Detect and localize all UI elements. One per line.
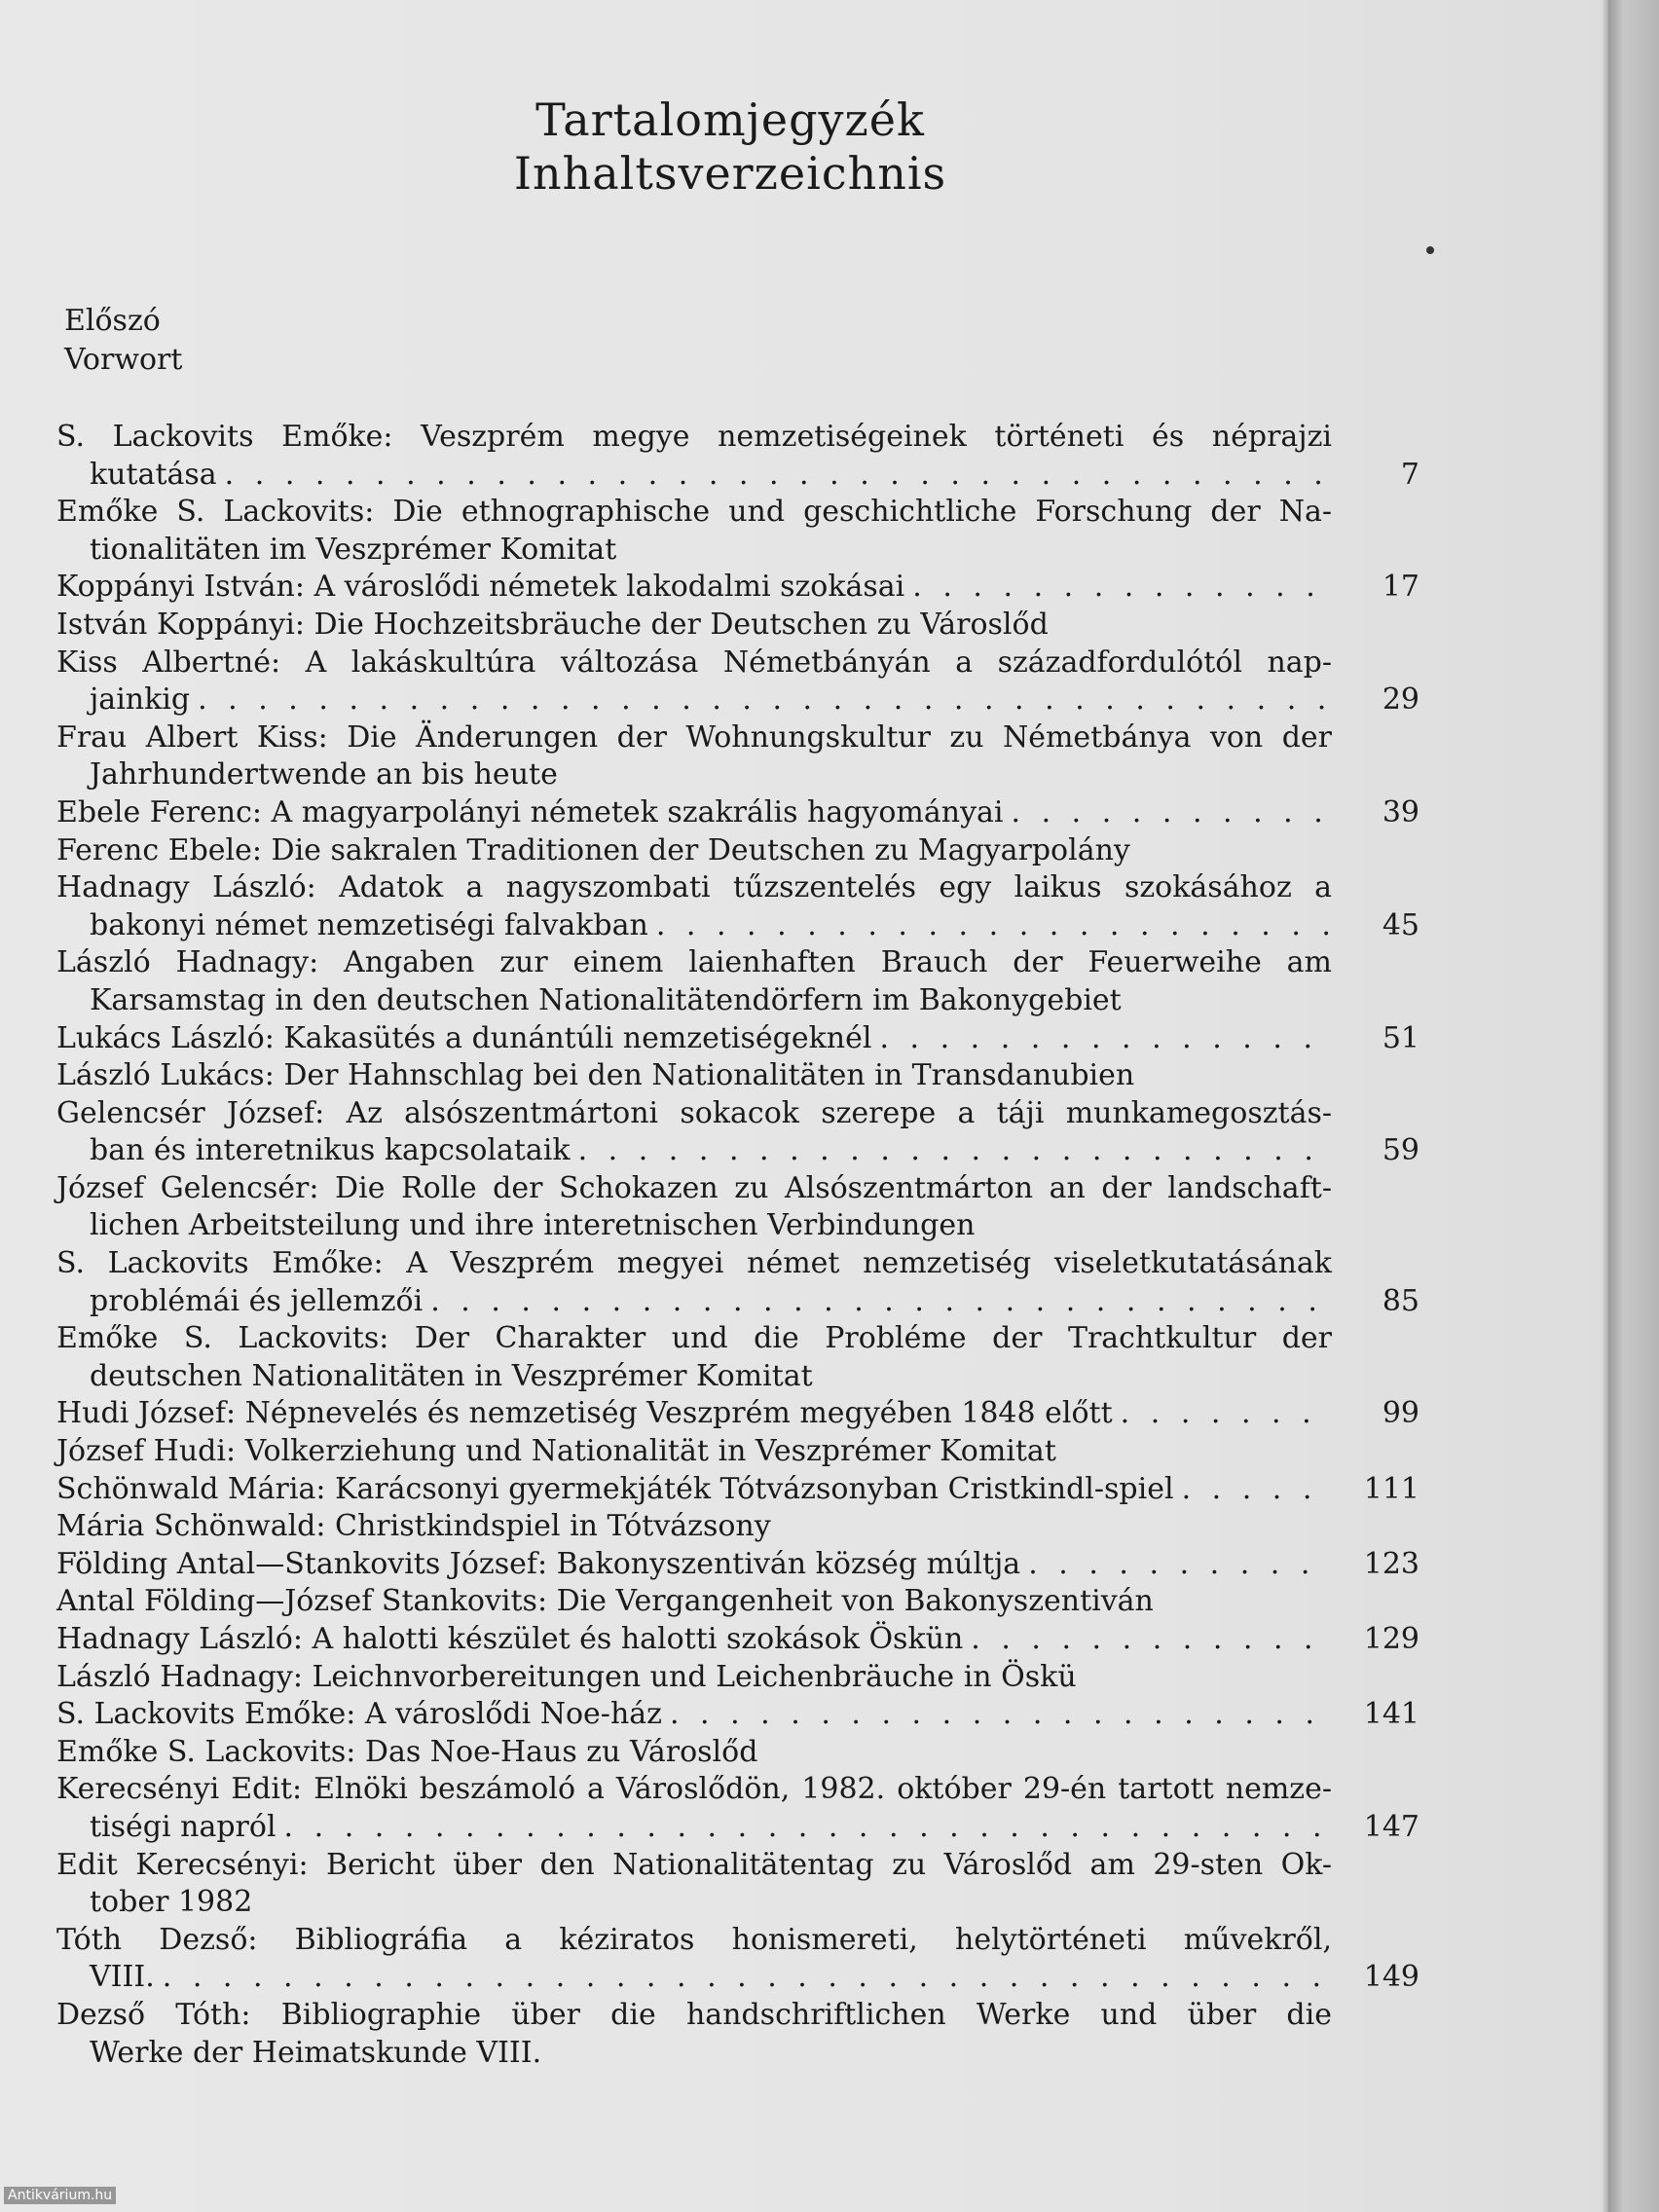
toc-entry-title-line: István Koppányi: Die Hochzeitsbräuche der Deutschen zu Városlőd (56, 607, 1049, 642)
toc-entry-title-continuation: lichen Arbeitsteilung und ihre interetnischen Verbindungen (90, 1208, 976, 1243)
toc-entry-title-line: S. Lackovits Emőke: Veszprém megye nemzetiségeinek történeti és néprajzi (56, 420, 1332, 454)
page-number: 45 (1382, 907, 1419, 942)
toc-entry-hungarian (56, 1095, 1419, 1170)
page-number: 123 (1363, 1546, 1419, 1581)
toc-entry-german (56, 1057, 1419, 1095)
leader-dots (879, 1020, 1332, 1058)
leader-dots (912, 569, 1332, 607)
leader-dots (1028, 1546, 1332, 1584)
page-number: 147 (1363, 1809, 1419, 1844)
leader-dots (971, 1621, 1332, 1659)
toc-entry-title-continuation: Werke der Heimatskunde VIII. (90, 2035, 542, 2070)
toc-entry-german (56, 1508, 1419, 1546)
toc-entry-title-line: József Hudi: Volkerziehung und Nationalität in Veszprémer Komitat (56, 1434, 1056, 1469)
toc-entry-title-continuation: deutschen Nationalitäten in Veszprémer Komitat (90, 1358, 813, 1393)
page-number: 59 (1382, 1133, 1419, 1168)
toc-entry-title-line: Tóth Dezső: Bibliográfia a kéziratos honismereti, helytörténeti művekről, (56, 1922, 1332, 1957)
toc-entry-title-continuation: Karsamstag in den deutschen Nationalitätendörfern im Bakonygebiet (90, 982, 1122, 1017)
watermark: Antikvárium.hu (4, 2187, 116, 2204)
toc-entry-title-line: Gelencsér József: Az alsószentmártoni sokacok szerepe a táji munkamegosztás- (56, 1095, 1332, 1130)
toc-entry-hungarian (56, 1471, 1419, 1509)
toc-entry-hungarian (56, 645, 1419, 719)
toc-entry-german (56, 607, 1419, 645)
toc-entry-title-line: Hadnagy László: Adatok a nagyszombati tűzszentelés egy laikus szokásához a (56, 870, 1332, 905)
leader-dots (284, 1809, 1332, 1847)
preface-hungarian: Előszó (64, 304, 161, 338)
leader-dots (1012, 794, 1332, 832)
toc-entry-hungarian (56, 1020, 1419, 1058)
toc-entry-title-line: Emőke S. Lackovits: Das Noe-Haus zu Városlőd (56, 1734, 758, 1769)
toc-entry-title-line: Koppányi István: A városlődi németek lakodalmi szokásai (56, 570, 905, 605)
toc-entry-german (56, 494, 1419, 569)
toc-entry-german (56, 1170, 1419, 1245)
toc-entry-german (56, 944, 1419, 1019)
toc-entry-german (56, 1734, 1419, 1772)
toc-entry-german (56, 719, 1419, 794)
toc-entry-title-line: S. Lackovits Emőke: A városlődi Noe-ház (56, 1697, 662, 1732)
toc-entry-title-line: Emőke S. Lackovits: Die ethnographische und geschichtliche Forschung der Na- (56, 495, 1332, 530)
toc-entry-title-line: László Lukács: Der Hahnschlag bei den Nationalitäten in Transdanubien (56, 1058, 1135, 1093)
toc-entry-title-line: Lukács László: Kakasütés a dunántúli nemzetiségeknél (56, 1020, 872, 1055)
page-number: 17 (1382, 570, 1419, 605)
toc-entry-title-line: Schönwald Mária: Karácsonyi gyermekjáték Tótvázsonyban Cristkindl-spiel (56, 1471, 1174, 1506)
toc-entry-title-line: Hadnagy László: A halotti készület és halotti szokások Öskün (56, 1622, 964, 1656)
leader-dots (1121, 1395, 1332, 1433)
toc-entry-hungarian (56, 1546, 1419, 1584)
leader-dots (656, 907, 1332, 945)
toc-entry-german (56, 1433, 1419, 1471)
toc-entry-hungarian (56, 419, 1419, 494)
page-number: 111 (1363, 1471, 1419, 1506)
page-number: 99 (1382, 1396, 1419, 1431)
toc-entry-title-continuation: jainkig (90, 682, 191, 718)
page-number: 85 (1382, 1283, 1419, 1318)
toc-entry-hungarian (56, 569, 1419, 607)
page-number: 141 (1363, 1697, 1419, 1732)
page-number: 129 (1363, 1622, 1419, 1656)
table-of-contents (56, 419, 1419, 2072)
leader-dots (578, 1132, 1332, 1170)
toc-entry-german (56, 1997, 1419, 2072)
toc-entry-title-line: Emőke S. Lackovits: Der Charakter und die Probléme der Trachtkultur der (56, 1321, 1332, 1356)
page-number: 51 (1382, 1020, 1419, 1055)
toc-entry-german (56, 1659, 1419, 1697)
toc-entry-title-line: József Gelencsér: Die Rolle der Schokazen zu Alsószentmárton an der landschaft- (56, 1170, 1332, 1205)
page-edge (1608, 0, 1659, 2212)
toc-entry-hungarian (56, 1245, 1419, 1320)
toc-entry-title-continuation: ban és interetnikus kapcsolataik (90, 1133, 571, 1168)
toc-entry-german (56, 1583, 1419, 1621)
toc-entry-title-line: S. Lackovits Emőke: A Veszprém megyei német nemzetiség viseletkutatásának (56, 1246, 1332, 1281)
toc-entry-hungarian (56, 1395, 1419, 1433)
toc-entry-title-line: Kerecsényi Edit: Elnöki beszámoló a Városlődön, 1982. október 29-én tartott nemze- (56, 1772, 1332, 1807)
leader-dots (1182, 1471, 1332, 1509)
toc-entry-german (56, 1847, 1419, 1922)
page-number: 7 (1400, 457, 1419, 492)
toc-entry-title-line: László Hadnagy: Angaben zur einem laienhaften Brauch der Feuerweihe am (56, 945, 1332, 980)
toc-entry-title-line: László Hadnagy: Leichnvorbereitungen und Leichenbräuche in Öskü (56, 1659, 1077, 1694)
toc-entry-hungarian (56, 794, 1419, 832)
toc-entry-title-continuation: bakonyi német nemzetiségi falvakban (90, 907, 648, 942)
page-number: 149 (1363, 1960, 1419, 1995)
title-german: Inhaltsverzeichnis (513, 147, 947, 200)
toc-entry-title-line: Mária Schönwald: Christkindspiel in Tótvázsony (56, 1509, 771, 1544)
toc-entry-title-line: Antal Földing—József Stankovits: Die Vergangenheit von Bakonyszentiván (56, 1584, 1154, 1619)
toc-entry-title-line: Edit Kerecsényi: Bericht über den Nationalitätentag zu Városlőd am 29-sten Ok- (56, 1847, 1332, 1882)
toc-entry-hungarian (56, 1922, 1419, 1997)
toc-entry-title-line: Dezső Tóth: Bibliographie über die handschriftlichen Werke und über die (56, 1997, 1332, 2032)
toc-entry-title-line: Földing Antal—Stankovits József: Bakonyszentiván község múltja (56, 1546, 1021, 1581)
title-hungarian: Tartalomjegyzék (535, 93, 925, 146)
toc-entry-title-continuation: kutatása (90, 457, 217, 492)
toc-entry-title-continuation: problémái és jellemzői (90, 1283, 424, 1318)
toc-entry-title-line: Ebele Ferenc: A magyarpolányi németek szakrális hagyományai (56, 794, 1004, 830)
page-number: 39 (1382, 794, 1419, 830)
toc-entry-title-line: Hudi József: Népnevelés és nemzetiség Veszprém megyében 1848 előtt (56, 1396, 1113, 1431)
toc-entry-title-continuation: Jahrhundertwende an bis heute (90, 757, 558, 793)
toc-entry-title-line: Frau Albert Kiss: Die Änderungen der Wohnungskultur zu Németbánya von der (56, 719, 1332, 755)
toc-entry-title-line: Ferenc Ebele: Die sakralen Traditionen der Deutschen zu Magyarpolány (56, 832, 1130, 867)
toc-entry-hungarian (56, 869, 1419, 944)
toc-entry-hungarian (56, 1771, 1419, 1846)
preface-german: Vorwort (64, 343, 183, 377)
toc-entry-hungarian (56, 1621, 1419, 1659)
leader-dots (163, 1959, 1332, 1997)
toc-entry-german (56, 832, 1419, 870)
toc-entry-title-continuation: tionalitäten im Veszprémer Komitat (90, 532, 617, 567)
leader-dots (670, 1696, 1332, 1734)
toc-entry-german (56, 1320, 1419, 1395)
toc-entry-title-continuation: tober 1982 (90, 1885, 253, 1920)
toc-entry-title-line: Kiss Albertné: A lakáskultúra változása Németbányán a századfordulótól nap- (56, 645, 1332, 680)
page-number: 29 (1382, 682, 1419, 718)
toc-entry-hungarian (56, 1696, 1419, 1734)
toc-entry-title-continuation: VIII. (90, 1960, 155, 1995)
leader-dots (198, 682, 1332, 719)
leader-dots (225, 457, 1332, 495)
speck-mark (1426, 246, 1434, 254)
leader-dots (430, 1283, 1332, 1321)
toc-entry-title-continuation: tiségi napról (90, 1809, 276, 1844)
